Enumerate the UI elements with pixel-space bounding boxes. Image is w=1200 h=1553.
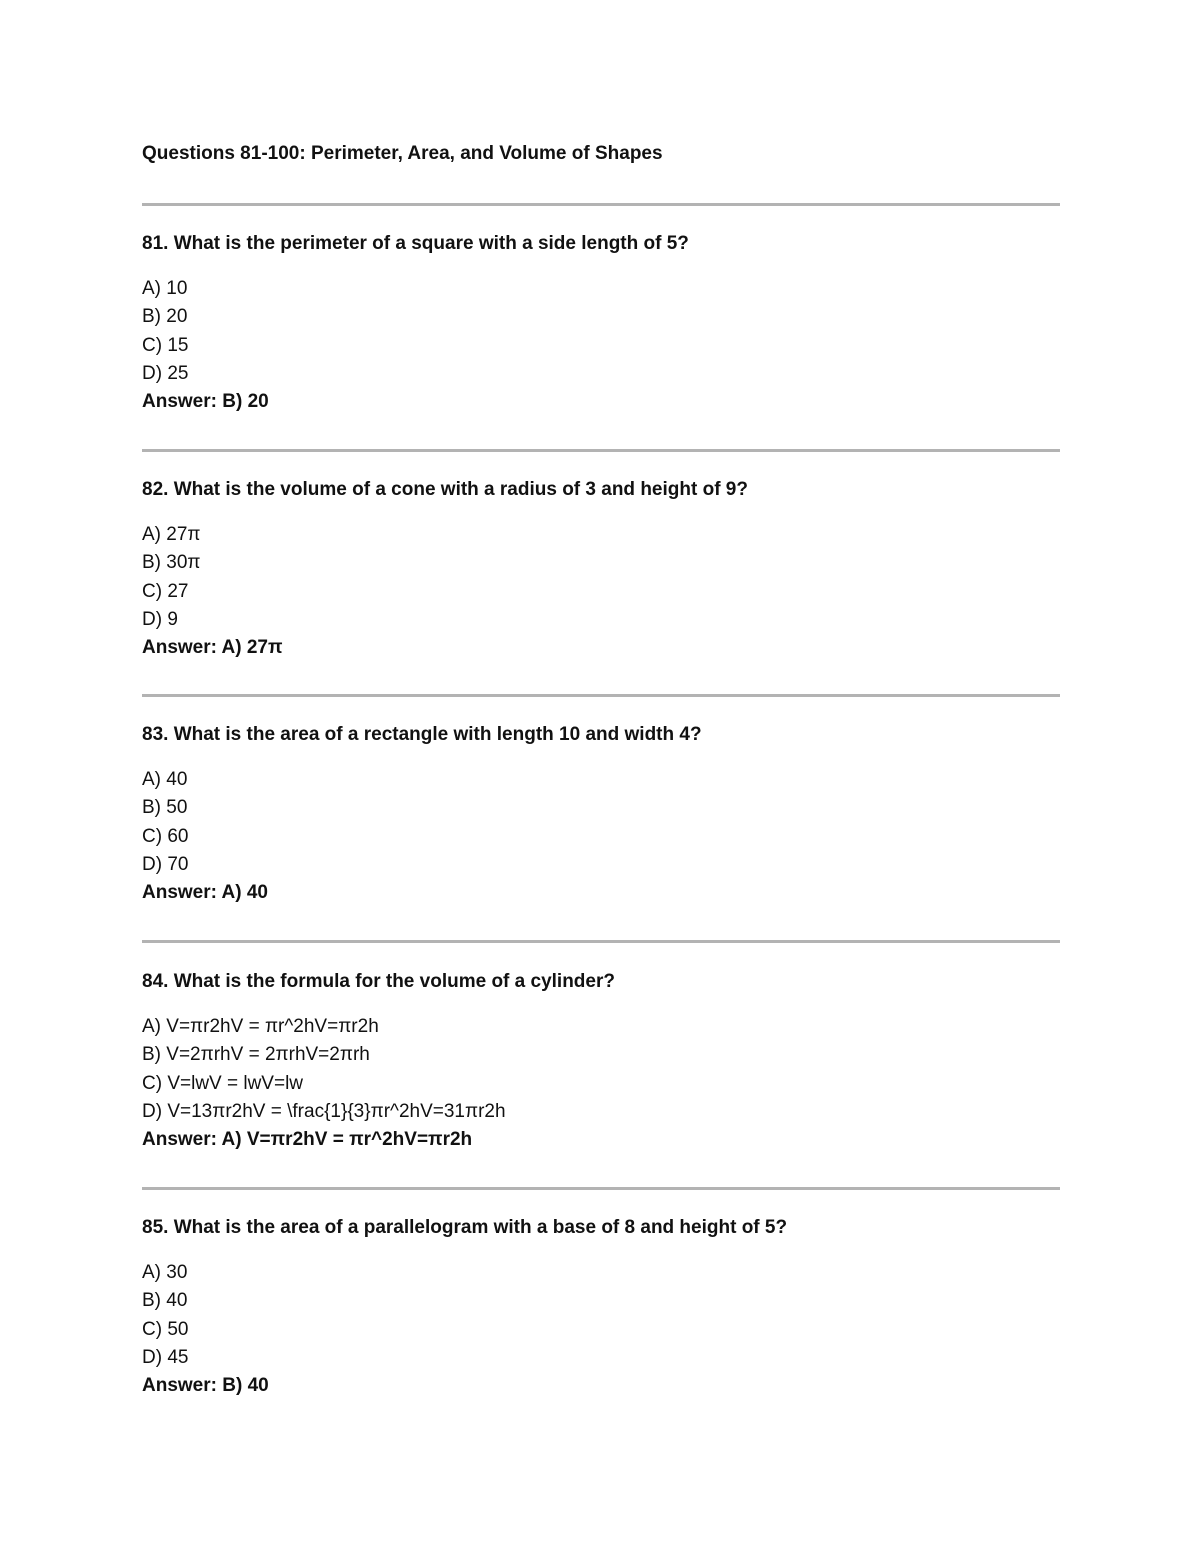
answer-key: Answer: A) 40	[142, 882, 268, 904]
option-a: A) 40	[142, 769, 188, 790]
answer-options	[142, 1013, 1060, 1126]
question-text: 83. What is the area of a rectangle with length 10 and width 4?	[142, 724, 702, 745]
option-d: D) 70	[142, 853, 189, 875]
option-a: A) 27π	[142, 524, 201, 545]
option-d: D) 45	[142, 1346, 189, 1368]
page-heading: Questions 81-100: Perimeter, Area, and Volume of Shapes	[142, 143, 663, 164]
answer-options	[142, 766, 1060, 879]
section-divider	[142, 449, 1060, 452]
option-b: B) 30π	[142, 552, 201, 574]
question-85	[142, 1216, 1060, 1400]
option-d: D) V=13πr2hV = \frac{1}{3}πr^2hV=31πr2h	[142, 1100, 506, 1122]
option-c: C) 60	[142, 825, 189, 847]
option-c: C) 15	[142, 334, 189, 356]
option-d: D) 25	[142, 362, 189, 384]
question-text: 85. What is the area of a parallelogram with a base of 8 and height of 5?	[142, 1217, 788, 1238]
section-divider	[142, 203, 1060, 206]
section-divider	[142, 694, 1060, 697]
option-c: C) V=lwV = lwV=lw	[142, 1072, 304, 1094]
answer-options	[142, 521, 1060, 634]
option-b: B) 20	[142, 306, 188, 328]
section-divider	[142, 1187, 1060, 1190]
section-divider	[142, 940, 1060, 943]
answer-options	[142, 1259, 1060, 1372]
question-text: 81. What is the perimeter of a square with a side length of 5?	[142, 233, 689, 254]
question-81	[142, 232, 1060, 416]
option-a: A) 30	[142, 1262, 188, 1283]
answer-key: Answer: B) 40	[142, 1375, 269, 1397]
question-text: 84. What is the formula for the volume of a cylinder?	[142, 971, 615, 992]
question-84	[142, 970, 1060, 1154]
option-c: C) 27	[142, 580, 189, 602]
question-82	[142, 478, 1060, 662]
option-c: C) 50	[142, 1318, 189, 1340]
option-b: B) 50	[142, 797, 188, 819]
option-b: B) 40	[142, 1290, 188, 1312]
answer-options	[142, 275, 1060, 388]
answer-key: Answer: B) 20	[142, 391, 269, 413]
answer-key: Answer: A) V=πr2hV = πr^2hV=πr2h	[142, 1129, 473, 1151]
option-a: A) V=πr2hV = πr^2hV=πr2h	[142, 1016, 379, 1037]
option-d: D) 9	[142, 608, 178, 630]
option-b: B) V=2πrhV = 2πrhV=2πrh	[142, 1044, 370, 1066]
question-text: 82. What is the volume of a cone with a radius of 3 and height of 9?	[142, 479, 748, 500]
option-a: A) 10	[142, 278, 188, 299]
answer-key: Answer: A) 27π	[142, 637, 283, 659]
question-83	[142, 723, 1060, 907]
